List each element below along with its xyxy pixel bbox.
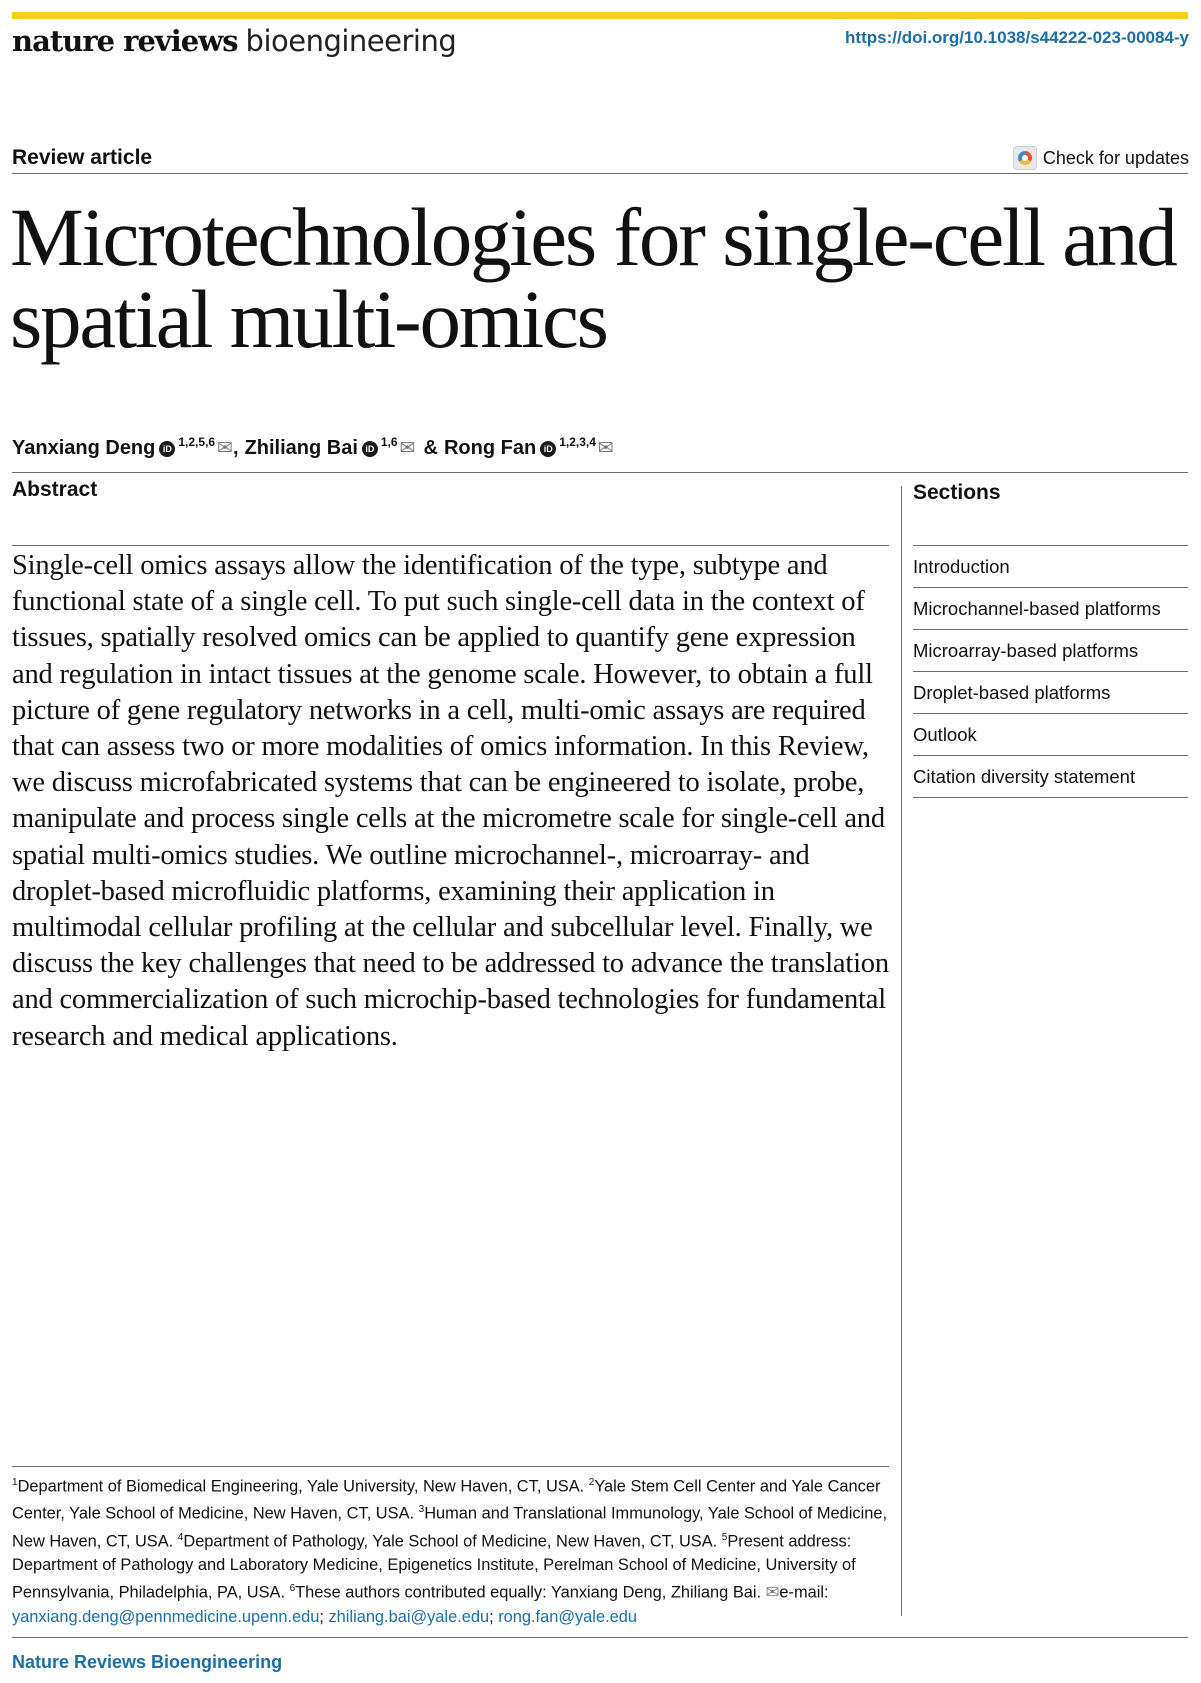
author-affiliations: 1,6 bbox=[380, 435, 398, 449]
section-link-introduction[interactable]: Introduction bbox=[913, 546, 1188, 588]
journal-footer-link[interactable]: Nature Reviews Bioengineering bbox=[12, 1652, 283, 1672]
abstract-text: Single-cell omics assays allow the identification of the type, subtype and functional state of a single cell. To put such single-cell data in the context of tissues, spatially resolved omics can be applied to quantify gene expression and regulation in intact tissues at the genome scale. However, to obtain a full picture of gene regulatory networks in a cell, multi-omic assays are required that can assess two or more modalities of omics information. In this Review, we discuss microfabricated systems that can be engineered to isolate, probe, manipulate and process single cells at the micrometre scale for single-cell and spatial multi-omics studies. We outline microchannel-, microarray- and droplet-based microfluidic platforms, examining their application in multimodal cellular profiling at the cellular and subcellular level. Finally, we discuss the key challenges that need to be addressed to advance the translation and commercialization of such microchip-based technologies for fundamental research and medical applications. bbox=[12, 550, 889, 1052]
brand-bold: nature reviews bbox=[12, 24, 238, 58]
section-link-microchannel[interactable]: Microchannel-based platforms bbox=[913, 588, 1188, 630]
authors-divider bbox=[12, 472, 1188, 473]
author-affiliations: 1,2,3,4 bbox=[559, 435, 596, 449]
check-updates-icon bbox=[1013, 146, 1037, 170]
email-label: e-mail: bbox=[779, 1583, 829, 1602]
email-link-deng[interactable]: yanxiang.deng@pennmedicine.upenn.edu bbox=[12, 1607, 320, 1626]
footnote-marker: 6 bbox=[289, 1583, 296, 1595]
article-title: Microtechnologies for single-cell and spatial multi-omics bbox=[10, 191, 1176, 365]
footnote-marker: 1 bbox=[12, 1477, 18, 1488]
email-link-fan[interactable]: rong.fan@yale.edu bbox=[498, 1607, 637, 1626]
affiliation-4: Department of Pathology, Yale School of Medicine, New Haven, CT, USA. bbox=[183, 1532, 718, 1551]
mail-icon: ✉ bbox=[765, 1583, 780, 1602]
author-name[interactable]: Zhiliang Bai bbox=[244, 437, 358, 459]
journal-brand[interactable] bbox=[12, 24, 456, 59]
footnote-divider bbox=[12, 1466, 889, 1467]
check-updates-label: Check for updates bbox=[1042, 147, 1189, 168]
author-name[interactable]: Yanxiang Deng bbox=[12, 437, 156, 459]
mail-icon[interactable]: ✉ bbox=[597, 438, 614, 459]
section-link-outlook[interactable]: Outlook bbox=[913, 714, 1188, 756]
footnote-marker: 4 bbox=[177, 1531, 184, 1543]
article-type: Review article bbox=[12, 146, 153, 169]
orcid-icon[interactable]: iD bbox=[159, 441, 175, 457]
footnote-marker: 5 bbox=[721, 1531, 728, 1543]
orcid-icon[interactable]: iD bbox=[362, 441, 378, 457]
footnote-marker: 3 bbox=[418, 1504, 425, 1516]
section-link-droplet[interactable]: Droplet-based platforms bbox=[913, 672, 1188, 714]
affiliation-2: Yale Stem Cell Center and Yale Cancer Center, Yale School of Medicine, New Haven, CT, USA. bbox=[12, 1477, 881, 1523]
journal-top-bar bbox=[12, 12, 1188, 19]
affiliation-3: Human and Translational Immunology, Yale School of Medicine, New Haven, CT, USA. bbox=[12, 1504, 888, 1551]
column-divider bbox=[901, 486, 902, 1616]
author-separator: , bbox=[233, 437, 239, 459]
footer-divider bbox=[12, 1637, 1188, 1638]
email-separator: ; bbox=[319, 1607, 329, 1626]
author-name[interactable]: Rong Fan bbox=[443, 437, 537, 459]
footnote-marker: 2 bbox=[588, 1477, 595, 1488]
equal-contribution-note: These authors contributed equally: Yanxiang Deng, Zhiliang Bai. bbox=[295, 1583, 762, 1602]
affiliation-5: Present address: Department of Pathology and Laboratory Medicine, Epigenetics Institute, Perelman School of Medicine, University of Pennsylvania, Philadelphia, PA, USA. bbox=[12, 1532, 856, 1602]
email-separator: ; bbox=[489, 1607, 499, 1626]
brand-light: bioengineering bbox=[245, 24, 457, 58]
author-list bbox=[12, 437, 614, 460]
author-affiliations: 1,2,5,6 bbox=[178, 435, 216, 449]
doi-link[interactable]: https://doi.org/10.1038/s44222-023-00084-y bbox=[845, 28, 1189, 47]
mail-icon[interactable]: ✉ bbox=[217, 438, 233, 459]
abstract-heading: Abstract bbox=[12, 478, 98, 501]
abstract-divider bbox=[12, 545, 889, 546]
sections-nav bbox=[913, 545, 1188, 798]
section-link-microarray[interactable]: Microarray-based platforms bbox=[913, 630, 1188, 672]
check-for-updates-button[interactable] bbox=[1013, 146, 1189, 170]
mail-icon[interactable]: ✉ bbox=[399, 438, 416, 459]
header-divider bbox=[12, 173, 1188, 174]
email-link-bai[interactable]: zhiliang.bai@yale.edu bbox=[328, 1607, 490, 1626]
section-link-citation-diversity[interactable]: Citation diversity statement bbox=[913, 756, 1188, 798]
affiliation-1: Department of Biomedical Engineering, Yale University, New Haven, CT, USA. bbox=[17, 1477, 585, 1496]
author-separator: & bbox=[423, 437, 438, 459]
sections-heading: Sections bbox=[913, 481, 1001, 504]
affiliation-footnotes bbox=[12, 1471, 896, 1629]
orcid-icon[interactable]: iD bbox=[540, 441, 556, 457]
